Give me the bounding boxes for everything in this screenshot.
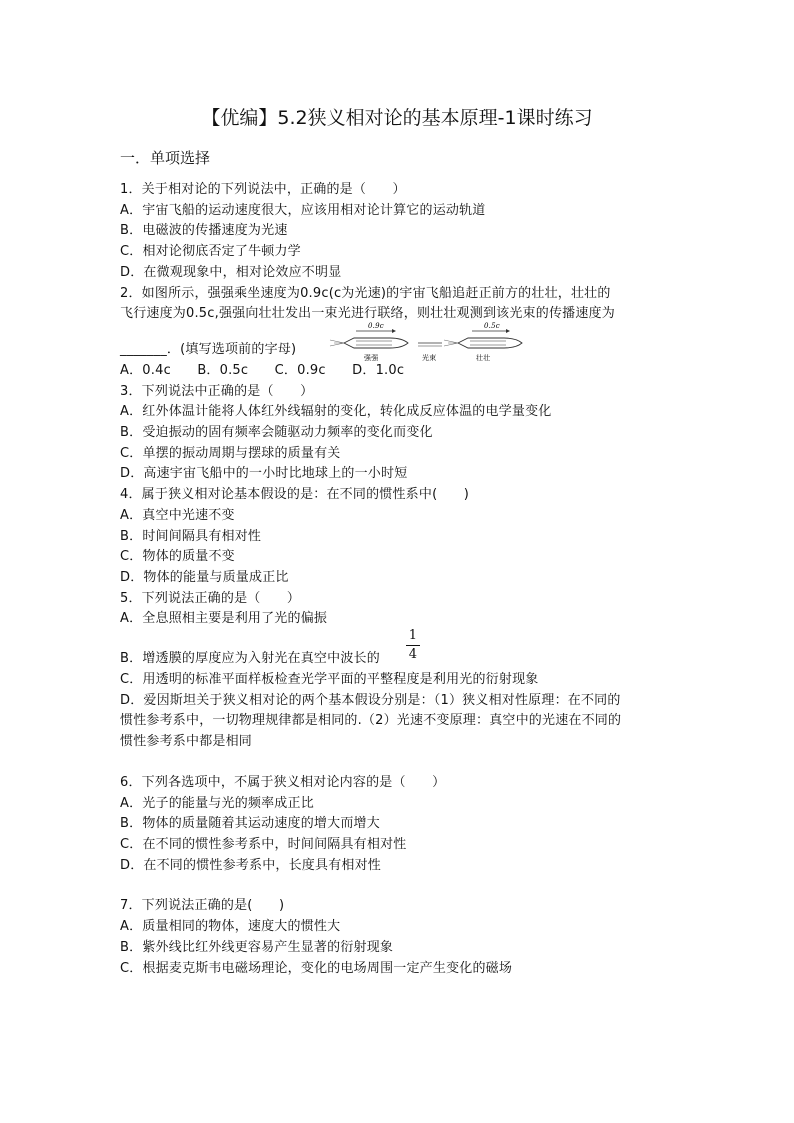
fraction-one-quarter (406, 628, 420, 663)
question-3-stem: 3．下列说法中正确的是（ ） (120, 383, 314, 399)
question-1-option-d: D．在微观现象中，相对论效应不明显 (120, 264, 342, 280)
question-5-stem: 5．下列说法正确的是（ ） (120, 590, 301, 606)
question-1-option-b: B．电磁波的传播速度为光速 (120, 223, 288, 239)
question-list (120, 180, 680, 979)
label-zhuangzhuang: 壮壮 (476, 353, 491, 362)
question-4-option-b: B．时间间隔具有相对性 (120, 528, 262, 544)
question-5-option-d-line-3: 惯性参考系中都是相同 (120, 734, 253, 750)
question-6-option-c: C．在不同的惯性参考系中，时间间隔具有相对性 (120, 836, 407, 852)
question-1-option-c: C．相对论彻底否定了牛顿力学 (120, 244, 301, 260)
question-5-option-a: A．全息照相主要是利用了光的偏振 (120, 611, 328, 627)
spaceship-right-icon (444, 338, 522, 348)
spacer (120, 753, 680, 773)
question-2-stem-line-2: 飞行速度为0.5c,强强向壮壮发出一束光进行联络，则壮壮观测到该光束的传播速度为 (120, 306, 615, 322)
question-2-options: A．0.4c B．0.5c C．0.9c D．1.0c (120, 362, 405, 378)
question-5-option-d-line-2: 惯性参考系中，一切物理规律都是相同的.（2）光速不变原理：真空中的光速在不同的 (120, 713, 622, 729)
speed-label-right: 0.5c (484, 321, 500, 330)
spacer (120, 876, 680, 896)
fraction-denominator: 4 (408, 647, 418, 663)
section-heading: 一．单项选择 (120, 149, 211, 167)
question-1-option-a: A．宇宙飞船的运动速度很大，应该用相对论计算它的运动轨道 (120, 202, 486, 218)
question-7-option-c: C．根据麦克斯韦电磁场理论，变化的电场周围一定产生变化的磁场 (120, 960, 513, 976)
question-4-stem: 4．属于狭义相对论基本假设的是：在不同的惯性系中( ) (120, 487, 470, 503)
question-7-stem: 7．下列说法正确的是( ) (120, 898, 285, 914)
question-3-option-a: A．红外体温计能将人体红外线辐射的变化，转化成反应体温的电学量变化 (120, 404, 552, 420)
question-1-stem: 1．关于相对论的下列说法中，正确的是（ ） (120, 182, 406, 197)
question-6-option-a: A．光子的能量与光的频率成正比 (120, 795, 314, 811)
spaceship-figure (326, 319, 526, 363)
question-4-option-d: D．物体的能量与质量成正比 (120, 569, 289, 585)
question-4-option-a: A．真空中光速不变 (120, 507, 235, 523)
question-5-option-d-line-1: D．爱因斯坦关于狭义相对论的两个基本假设分别是：（1）狭义相对性原理：在不同的 (120, 692, 621, 708)
velocity-arrowhead-left (392, 329, 396, 333)
speed-label-left: 0.9c (368, 321, 384, 330)
question-5-option-b: B．增透膜的厚度应为入射光在真空中波长的 (120, 651, 380, 667)
question-4-option-c: C．物体的质量不变 (120, 549, 235, 565)
spaceship-left-icon (330, 338, 408, 348)
question-2-answer-blank: _______．(填写选项前的字母) (120, 342, 297, 358)
question-3-option-d: D．高速宇宙飞船中的一小时比地球上的一小时短 (120, 466, 408, 482)
question-7-option-b: B．紫外线比红外线更容易产生显著的衍射现象 (120, 939, 394, 955)
question-3-option-b: B．受迫振动的固有频率会随驱动力频率的变化而变化 (120, 425, 433, 441)
label-light-beam: 光束 (422, 353, 437, 362)
question-6-option-d: D．在不同的惯性参考系中，长度具有相对性 (120, 857, 382, 873)
question-2-figure-row (120, 321, 680, 362)
question-5-option-c: C．用透明的标准平面样板检查光学平面的平整程度是利用光的衍射现象 (120, 672, 539, 688)
fraction-bar (406, 645, 420, 646)
document-title: 【优编】5.2狭义相对论的基本原理-1课时练习 (201, 107, 593, 129)
question-7-option-a: A．质量相同的物体，速度大的惯性大 (120, 919, 341, 935)
question-5-option-b-row (120, 630, 680, 670)
question-6-stem: 6．下列各选项中，不属于狭义相对论内容的是（ ） (120, 774, 446, 790)
question-6-option-b: B．物体的质量随着其运动速度的增大而增大 (120, 816, 380, 832)
velocity-arrowhead-right (506, 329, 510, 333)
question-3-option-c: C．单摆的振动周期与摆球的质量有关 (120, 445, 341, 461)
question-2-stem-line-1: 2．如图所示，强强乘坐速度为0.9c(c为光速)的宇宙飞船追赶正前方的壮壮，壮壮的 (120, 285, 611, 301)
spaceship-diagram (326, 319, 526, 363)
fraction-numerator: 1 (408, 628, 418, 644)
label-qiangqiang: 强强 (364, 353, 379, 362)
